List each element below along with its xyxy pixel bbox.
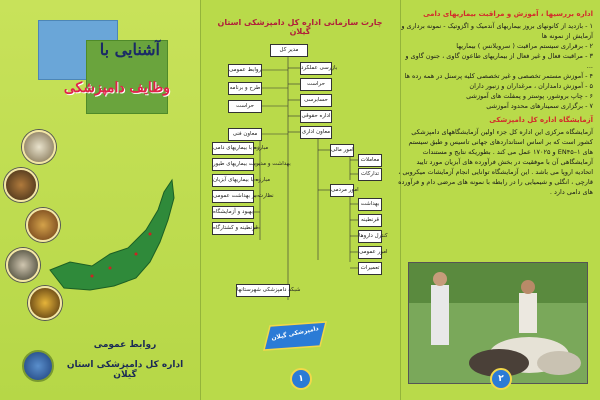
content-panel: [398, 10, 593, 197]
veterinarians-goats-photo: [408, 262, 588, 384]
org-node: مبارزه با بیماریهای آبزیان: [212, 174, 254, 187]
badge-label: دامپزشکی گیلان: [270, 325, 320, 342]
org-node: تدارکات: [358, 168, 382, 181]
org-node-root: مدیر کل: [270, 44, 308, 57]
bee-photo: [28, 286, 62, 320]
publisher-label: روابط عمومی: [93, 340, 157, 350]
org-node: امور مردمی: [330, 184, 354, 197]
org-node: معاملات: [358, 154, 382, 167]
list-item: ۵ - آموزش دامداران ، مرغداران و زنبور داران: [469, 82, 593, 90]
list-item: ۱ - بازدید از کانونهای بروز بیماریهای آندمیک و اگزوتیک - نمونه برداری و آزمایش از نمونه ها: [401, 22, 593, 40]
page-number: ۲: [490, 368, 512, 390]
org-node: قرنطینه و کشتارگاه: [212, 222, 254, 235]
org-node: تعمیرات: [358, 262, 382, 275]
org-node: اداره حقوقی: [300, 110, 332, 123]
org-node: بهبود و آزمایشگاه: [212, 206, 254, 219]
cover-title-line1: آشنایی با: [99, 40, 160, 59]
list-item: ۷ - برگزاری سمینارهای محدود آموزشی: [486, 102, 593, 110]
org-node: مبارزه با بیماریهای دامی: [212, 142, 254, 155]
org-node: بازرسی عملکرد: [300, 62, 332, 75]
org-node: حسابرسی: [300, 94, 332, 107]
list-item: ۴ - آموزش مستمر تخصصی و غیر تخصصی کلیه پرسنل در همه رده ها: [404, 72, 593, 80]
cow-photo: [4, 168, 38, 202]
org-node: معاون اداری: [300, 126, 332, 139]
section-heading: اداره بررسیها ، آموزش و مراقبت بیماریهای دامی: [423, 10, 593, 18]
org-node: معاون فنی: [228, 128, 262, 141]
publisher-name: اداره کل دامپزشکی استان گیلان: [66, 360, 184, 380]
org-node: قرنطینه: [358, 214, 382, 227]
vet-logo-icon: [22, 350, 54, 382]
vet-badge: [260, 320, 330, 354]
org-node: بهداشت: [358, 198, 382, 211]
page-number: ۱: [290, 368, 312, 390]
org-node: امور مالی: [330, 144, 354, 157]
org-node: روابط عمومی: [228, 64, 262, 77]
org-node: امور عمومی: [358, 246, 382, 259]
org-node: کنترل داروها: [358, 230, 382, 243]
org-node: بهداشت و مدیریت بیماریهای طیور: [212, 158, 254, 171]
list-item: ۶ - چاپ بروشور، پوستر و پمفلت های آموزشی: [466, 92, 593, 100]
org-node: حراست: [228, 100, 262, 113]
lab-paragraph: آزمایشگاه مرکزی این اداره کل جزء اولین آزمایشگاههای دامپزشکی کشور است که بر اساس استانداردهای جهانی تاسیس و طبق سیستم های ۱–EN۴۵ و ۱۷۰۲۵ عمل می کند . بطوریکه نتایج و مستندات آزمایشگاهی آن با موفقیت در بخش فرآورده های آبزیان مورد تایید اتحادیه اروپا می باشد . این آزمایشگاه توانایی انجام آزمایشات میکروبی ، قارچی ، انگلی و شیمیایی را در رابطه با نمونه های مرضی دام و فرآورده های دامی دارد .: [398, 128, 593, 196]
section-heading: آزمایشگاه اداره کل دامپزشکی: [489, 116, 593, 124]
cover-title-line2: وظایف دامپزشکی: [63, 80, 170, 96]
list-item: ۳ - مراقبت فعال و غیر فعال از بیماریهای طاعون گاوی ، جنون گاوی و ...: [405, 52, 593, 70]
dog-photo: [6, 248, 40, 282]
org-node: نظارت بر بهداشت عمومی: [212, 190, 254, 203]
org-node: حراست: [300, 78, 332, 91]
chart-title: چارت سازمانی اداره کل دامپزشکی استان گیلان: [217, 18, 383, 36]
org-node: طرح و برنامه: [228, 82, 262, 95]
photo-strip: [4, 130, 74, 320]
market-photo: [26, 208, 60, 242]
goat-photo: [22, 130, 56, 164]
org-node-counties: شبکه دامپزشکی شهرستانها: [236, 284, 290, 297]
list-item: ۲ - برقراری سیستم مراقبت ( سرویلانس ) بیماریها: [456, 42, 593, 50]
